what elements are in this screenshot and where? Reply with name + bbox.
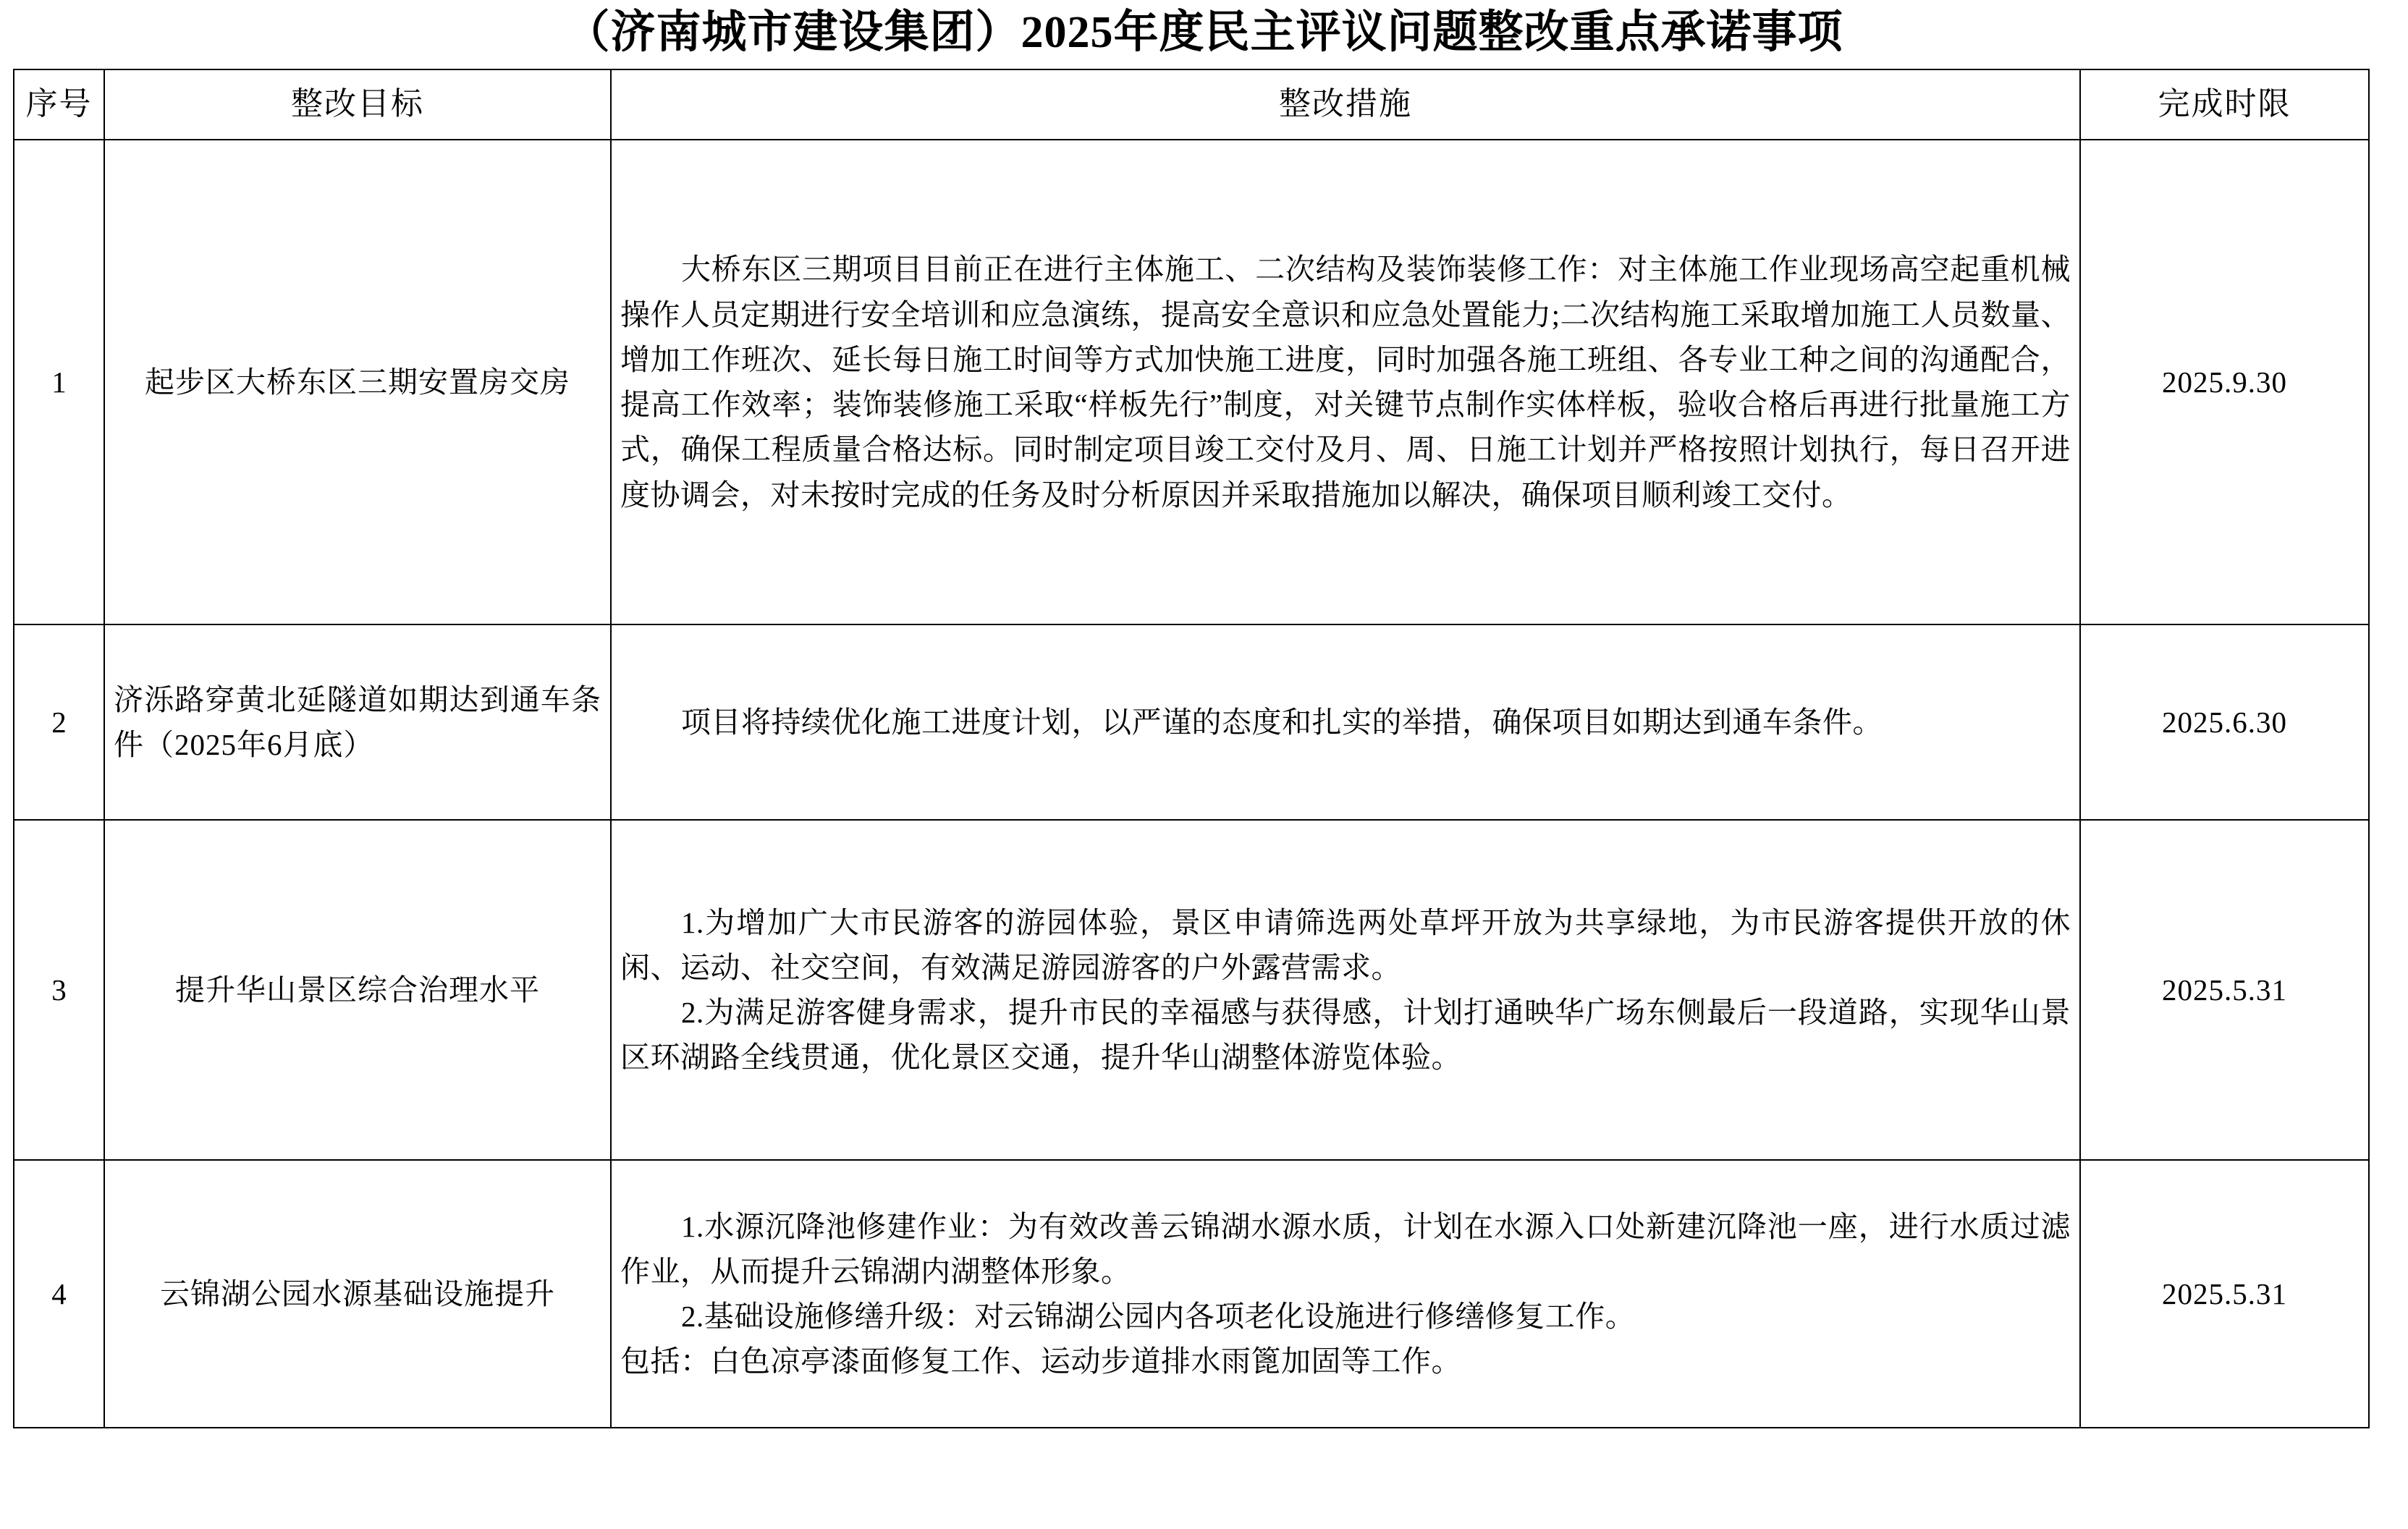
cell-goal: 起步区大桥东区三期安置房交房 <box>104 140 611 624</box>
cell-seq: 1 <box>14 140 104 624</box>
cell-seq: 4 <box>14 1160 104 1428</box>
column-header-seq: 序号 <box>14 69 104 140</box>
table-row <box>14 1160 2369 1428</box>
column-header-deadline: 完成时限 <box>2080 69 2369 140</box>
cell-measure <box>611 820 2080 1160</box>
cell-goal: 提升华山景区综合治理水平 <box>104 820 611 1160</box>
measure-paragraph-tail: 包括：白色凉亭漆面修复工作、运动步道排水雨篦加固等工作。 <box>620 1344 1461 1378</box>
cell-goal: 云锦湖公园水源基础设施提升 <box>104 1160 611 1428</box>
measure-paragraph: 2.基础设施修缮升级：对云锦湖公园内各项老化设施进行修缮修复工作。 <box>681 1300 1636 1334</box>
table-row <box>14 140 2369 624</box>
cell-measure <box>611 140 2080 624</box>
table-row <box>14 624 2369 820</box>
column-header-goal: 整改目标 <box>104 69 611 140</box>
table-row <box>14 820 2369 1160</box>
measure-paragraph: 项目将持续优化施工进度计划，以严谨的态度和扎实的举措，确保项目如期达到通车条件。 <box>681 706 1883 740</box>
measure-paragraph: 1.水源沉降池修建作业：为有效改善云锦湖水源水质，计划在水源入口处新建沉降池一座，进行水质过滤作业，从而提升云锦湖内湖整体形象。 <box>620 1209 2071 1288</box>
cell-deadline: 2025.6.30 <box>2080 624 2369 820</box>
measure-paragraph: 2.为满足游客健身需求，提升市民的幸福感与获得感，计划打通映华广场东侧最后一段道路，实现华山景区环湖路全线贯通，优化景区交通，提升华山湖整体游览体验。 <box>620 996 2071 1075</box>
measure-paragraph: 大桥东区三期项目目前正在进行主体施工、二次结构及装饰装修工作：对主体施工作业现场高空起重机械操作人员定期进行安全培训和应急演练，提高安全意识和应急处置能力;二次结构施工采取增加施工人员数量、增加工作班次、延长每日施工时间等方式加快施工进度，同时加强各施工班组、各专业工种之间的沟通配合，提高工作效率；装饰装修施工采取“样板先行”制度，对关键节点制作实体样板，验收合格后再进行批量施工方式，确保工程质量合格达标。同时制定项目竣工交付及月、周、日施工计划并严格按照计划执行，每日召开进度协调会，对未按时完成的任务及时分析原因并采取措施加以解决，确保项目顺利竣工交付。 <box>620 253 2071 512</box>
table-header-row <box>14 69 2369 140</box>
cell-goal: 济泺路穿黄北延隧道如期达到通车条件（2025年6月底） <box>104 624 611 820</box>
cell-deadline: 2025.5.31 <box>2080 820 2369 1160</box>
page-title: （济南城市建设集团）2025年度民主评议问题整改重点承诺事项 <box>565 8 1843 57</box>
column-header-measure: 整改措施 <box>611 69 2080 140</box>
cell-measure <box>611 1160 2080 1428</box>
cell-measure <box>611 624 2080 820</box>
cell-deadline: 2025.9.30 <box>2080 140 2369 624</box>
cell-seq: 3 <box>14 820 104 1160</box>
cell-deadline: 2025.5.31 <box>2080 1160 2369 1428</box>
commitment-table <box>13 69 2370 1428</box>
cell-seq: 2 <box>14 624 104 820</box>
measure-paragraph: 1.为增加广大市民游客的游园体验，景区申请筛选两处草坪开放为共享绿地，为市民游客提供开放的休闲、运动、社交空间，有效满足游园游客的户外露营需求。 <box>620 905 2071 984</box>
